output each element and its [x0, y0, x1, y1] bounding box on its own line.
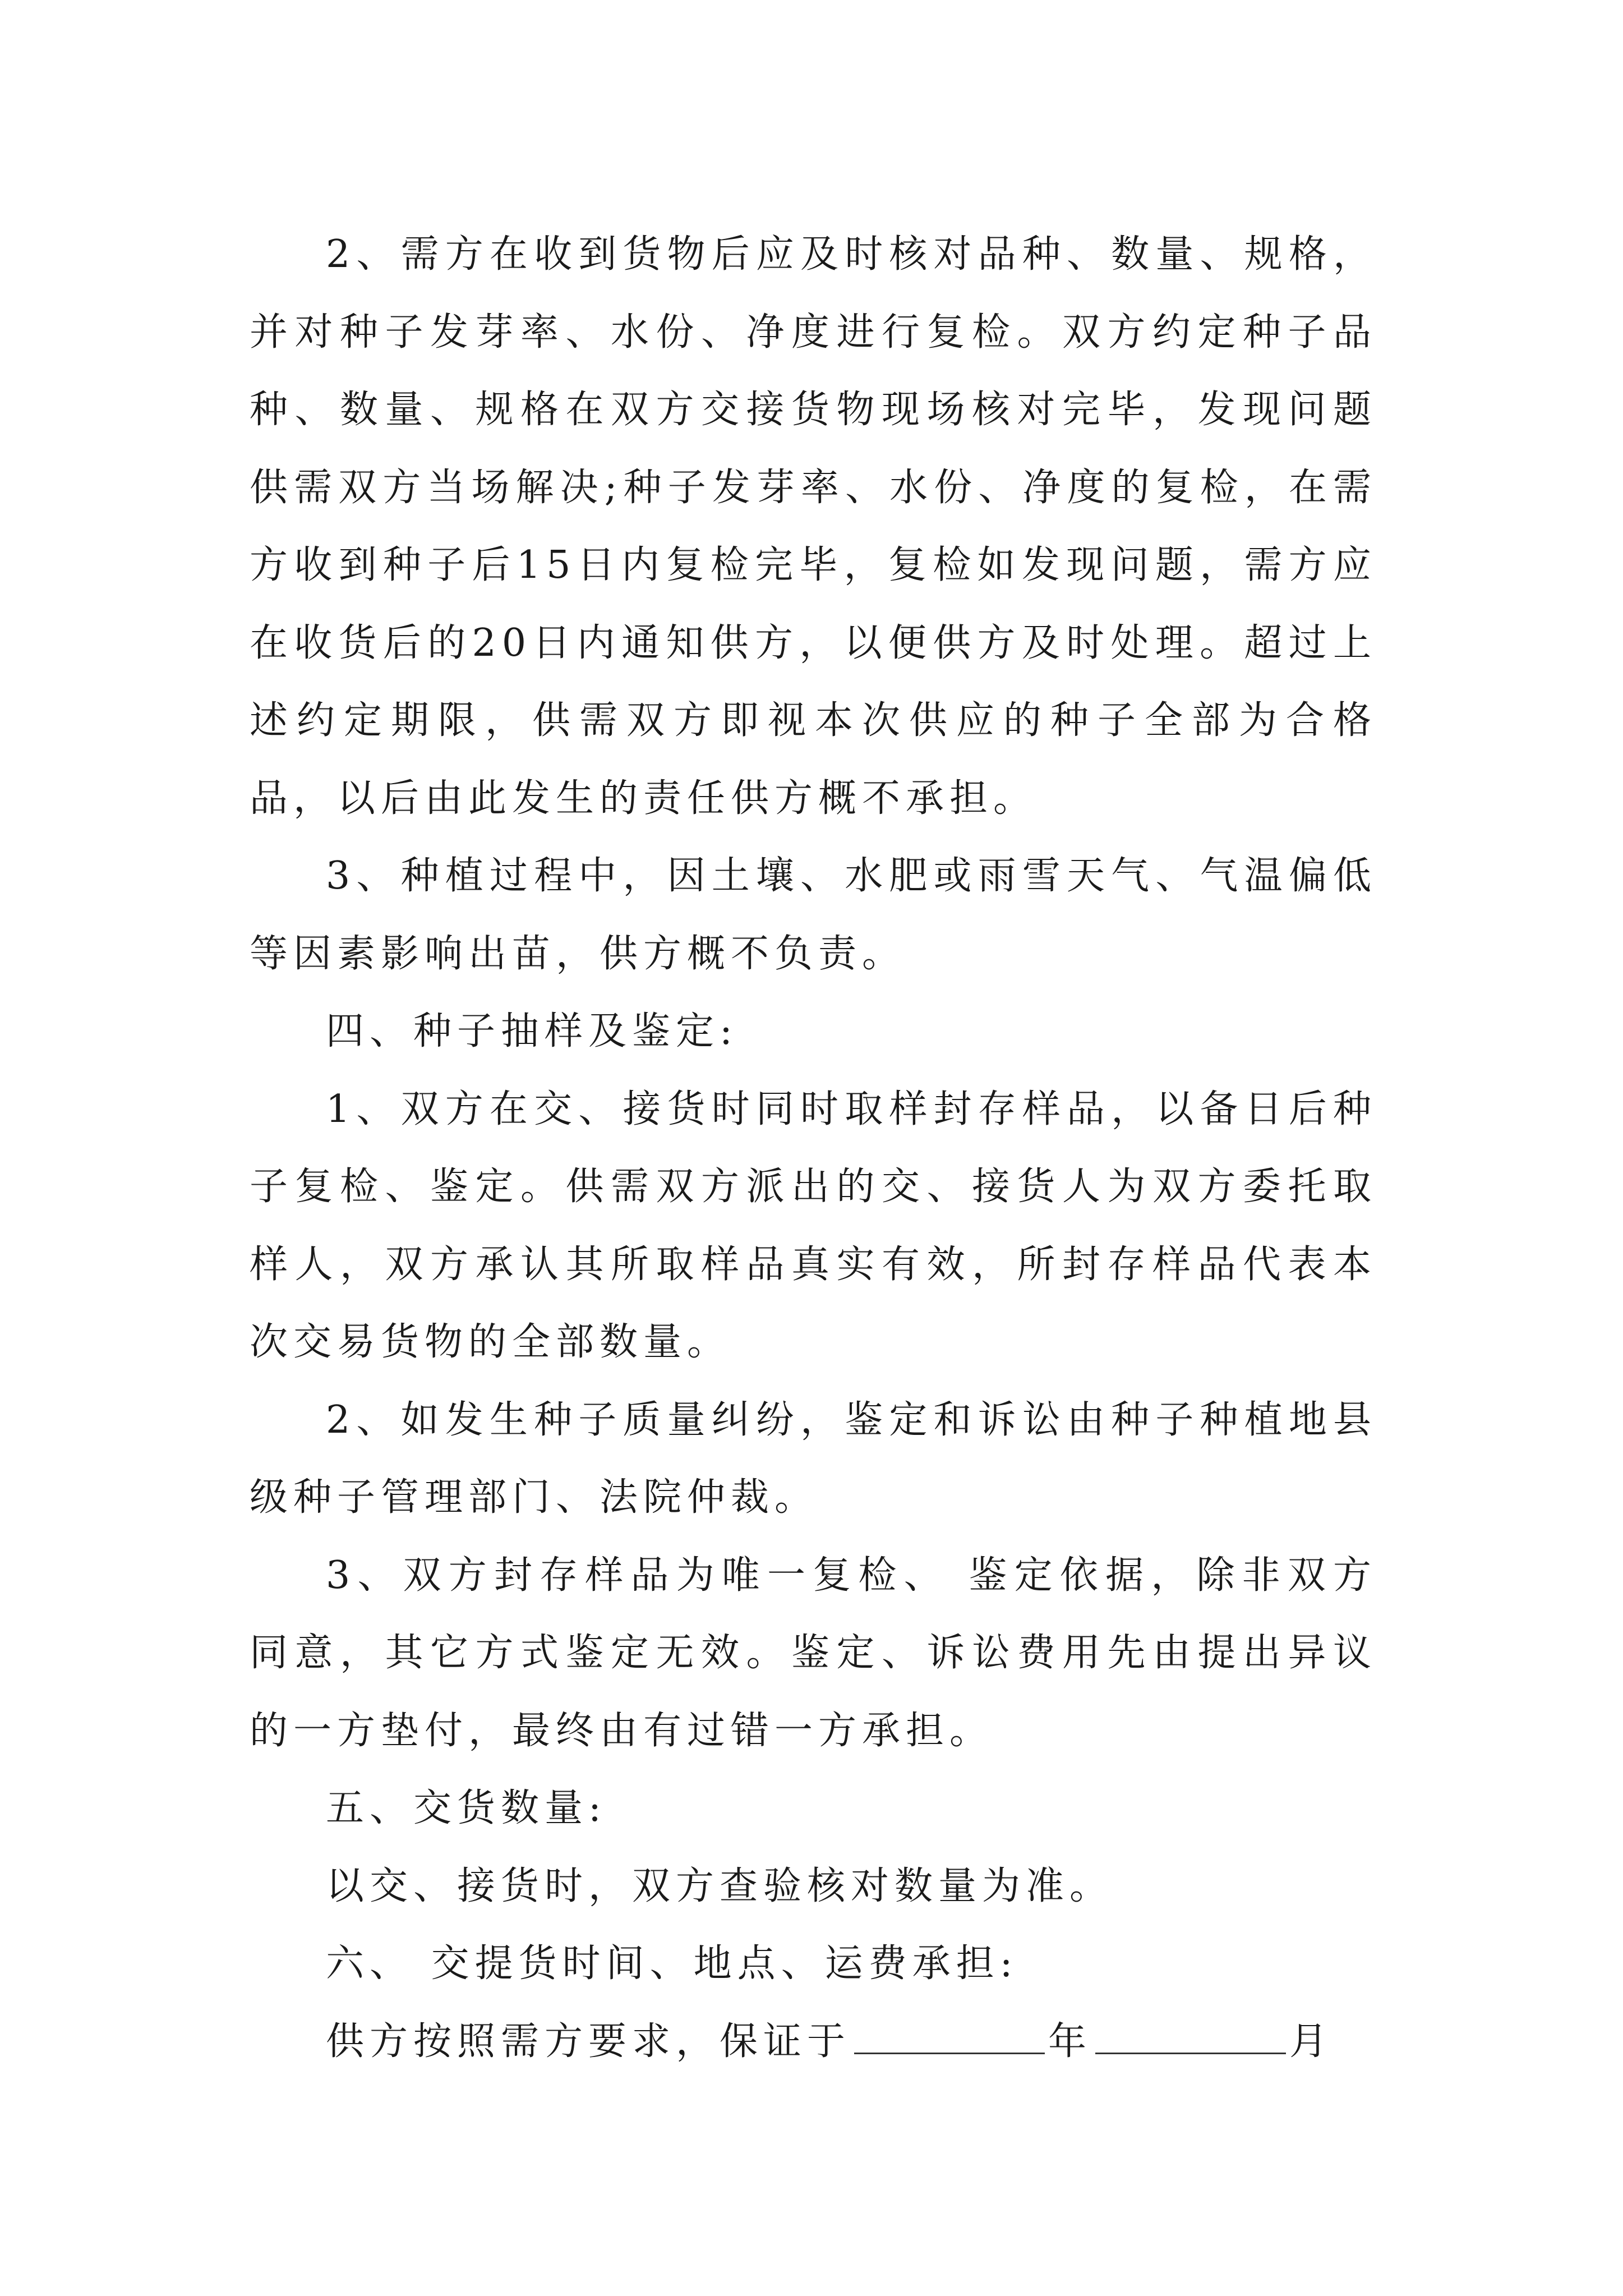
paragraph-sampling-2: 2、如发生种子质量纠纷，鉴定和诉讼由种子种植地县级种子管理部门、法院仲裁。 — [250, 1397, 1377, 1520]
month-blank-field[interactable] — [1095, 2019, 1286, 2054]
month-label: 月 — [1289, 2019, 1334, 2064]
paragraph-sampling-1: 1、双方在交、接货时同时取样封存样品，以备日后种子复检、鉴定。供需双方派出的交、接货人为双方委托取样人，双方承认其所取样品真实有效，所封存样品代表本次交易货物的全部数量。 — [250, 1087, 1377, 1364]
section-heading-delivery: 六、 交提货时间、地点、运费承担: — [326, 1941, 1018, 1986]
year-blank-field[interactable] — [854, 2019, 1045, 2054]
paragraph-quantity: 以交、接货时，双方查验核对数量为准。 — [326, 1864, 1114, 1908]
document-body — [250, 216, 1377, 2081]
paragraph-quality-check: 2、需方在收到货物后应及时核对品种、数量、规格，并对种子发芽率、水份、净度进行复检。双方约定种子品种、数量、规格在双方交接货物现场核对完毕，发现问题供需双方当场解决;种子发芽率、水份、净度的复检，在需方收到种子后15日内复检完毕，复检如发现问题，需方应在收货后的20日内通知供方，以便供方及时处理。超过上述约定期限，供需双方即视本次供应的种子全部为合格品，以后由此发生的责任供方概不承担。 — [250, 232, 1377, 821]
paragraph-planting-disclaimer: 3、种植过程中，因土壤、水肥或雨雪天气、气温偏低等因素影响出苗，供方概不负责。 — [250, 854, 1377, 976]
year-label: 年 — [1048, 2019, 1092, 2064]
paragraph-delivery-date — [250, 2003, 1377, 2081]
section-heading-sampling: 四、种子抽样及鉴定: — [326, 1009, 738, 1053]
paragraph-sampling-3: 3、双方封存样品为唯一复检、 鉴定依据，除非双方同意，其它方式鉴定无效。鉴定、诉讼费用先由提出异议的一方垫付，最终由有过错一方承担。 — [250, 1553, 1377, 1753]
delivery-date-prefix: 供方按照需方要求，保证于 — [326, 2019, 851, 2064]
section-heading-quantity: 五、交货数量: — [326, 1786, 607, 1830]
